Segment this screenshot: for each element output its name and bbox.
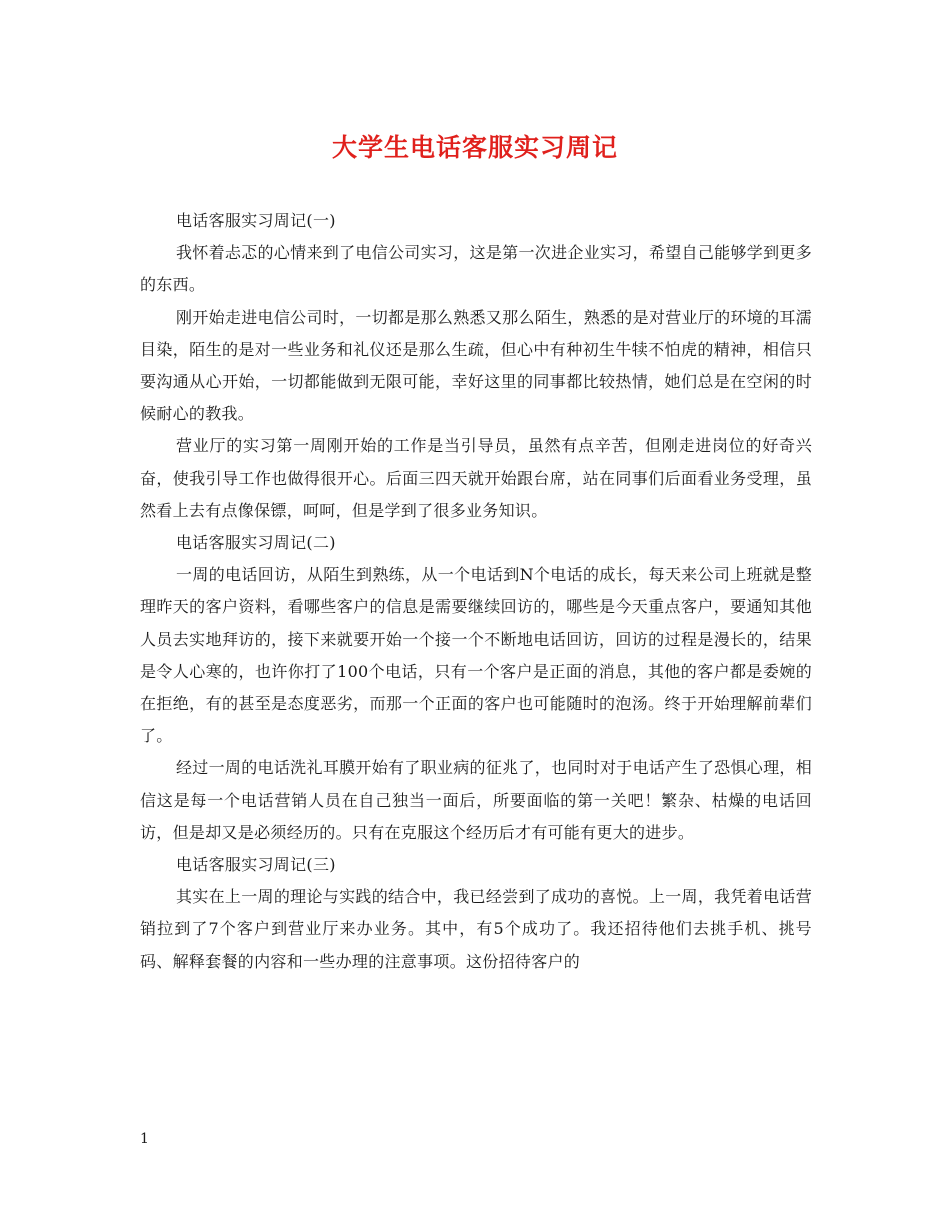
document-title: 大学生电话客服实习周记 xyxy=(331,133,618,162)
paragraph: 经过一周的电话洗礼耳膜开始有了职业病的征兆了，也同时对于电话产生了恐惧心理，相信这是每一个电话营销人员在自己独当一面后，所要面临的第一关吧！繁杂、枯燥的电话回访，但是却又是必须经历的。只有在克服这个经历后才有可能有更大的进步。 xyxy=(140,758,812,842)
paragraph: 一周的电话回访，从陌生到熟练，从一个电话到N个电话的成长，每天来公司上班就是整理昨天的客户资料，看哪些客户的信息是需要继续回访的，哪些是今天重点客户，要通知其他人员去实地拜访的，接下来就要开始一个接一个不断地电话回访，回访的过程是漫长的，结果是令人心寒的，也许你打了100个电话，只有一个客户是正面的消息，其他的客户都是委婉的在拒绝，有的甚至是态度恶劣，而那一个正面的客户也可能随时的泡汤。终于开始理解前辈们了。 xyxy=(140,565,812,746)
section-heading-week-2: 电话客服实习周记(二) xyxy=(176,533,336,553)
paragraph: 我怀着忐忑的心情来到了电信公司实习，这是第一次进企业实习，希望自己能够学到更多的东西。 xyxy=(140,243,812,295)
page-number: 1 xyxy=(140,1131,149,1147)
section-heading-week-3: 电话客服实习周记(三) xyxy=(176,855,336,875)
section-heading-week-1: 电话客服实习周记(一) xyxy=(176,211,336,230)
document-body xyxy=(140,205,812,978)
paragraph: 刚开始走进电信公司时，一切都是那么熟悉又那么陌生，熟悉的是对营业厅的环境的耳濡目染，陌生的是对一些业务和礼仪还是那么生疏，但心中有种初生牛犊不怕虎的精神，相信只要沟通从心开始，一切都能做到无限可能，幸好这里的同事都比较热情，她们总是在空闲的时候耐心的教我。 xyxy=(140,307,812,424)
paragraph: 营业厅的实习第一周刚开始的工作是当引导员，虽然有点辛苦，但刚走进岗位的好奇兴奋，使我引导工作也做得很开心。后面三四天就开始跟台席，站在同事们后面看业务受理，虽然看上去有点像保镖，呵呵，但是学到了很多业务知识。 xyxy=(140,436,812,520)
paragraph: 其实在上一周的理论与实践的结合中，我已经尝到了成功的喜悦。上一周，我凭着电话营销拉到了7个客户到营业厅来办业务。其中，有5个成功了。我还招待他们去挑手机、挑号码、解释套餐的内容和一些办理的注意事项。这份招待客户的 xyxy=(140,887,812,971)
